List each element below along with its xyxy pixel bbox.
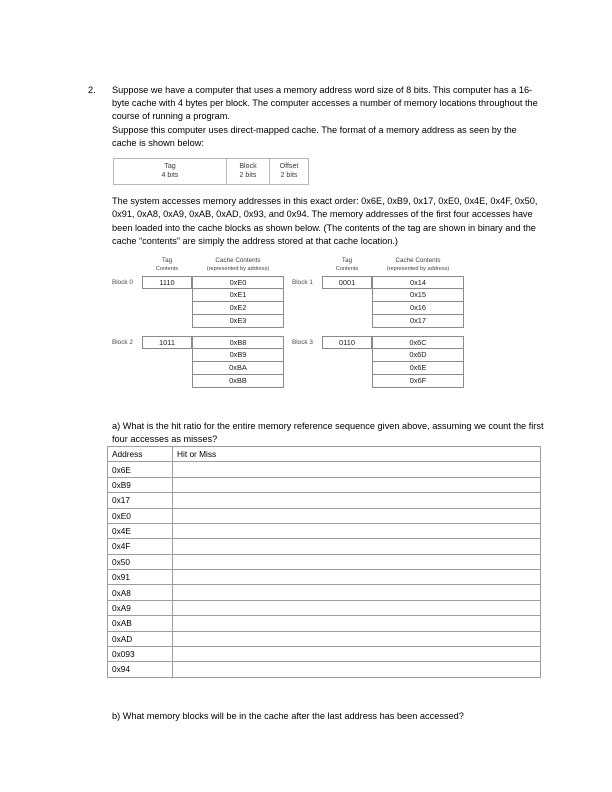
cache-block-3-diagram — [292, 336, 464, 388]
cache-block-1-diagram — [292, 256, 464, 328]
cache-block-2-content-2: 0xBA — [192, 362, 284, 375]
address-format-block-name: Block — [239, 162, 257, 170]
cell-hit-or-miss[interactable] — [173, 646, 541, 661]
cache-spacer — [112, 362, 142, 375]
cell-hit-or-miss[interactable] — [173, 631, 541, 646]
contents-header-line2: (represented by address) — [386, 266, 450, 273]
cell-hit-or-miss[interactable] — [173, 585, 541, 600]
cache-block-0-contents-header — [192, 256, 284, 275]
cache-block-1-content-0: 0x14 — [372, 276, 464, 289]
column-header-address: Address — [108, 447, 173, 462]
cache-row — [112, 302, 284, 315]
cache-row — [292, 289, 464, 302]
cell-address: 0xB9 — [108, 477, 173, 492]
cell-hit-or-miss[interactable] — [173, 616, 541, 631]
table-row — [108, 554, 541, 569]
cache-spacer — [322, 302, 372, 315]
cache-row — [112, 362, 284, 375]
cache-row — [112, 315, 284, 328]
cell-hit-or-miss[interactable] — [173, 539, 541, 554]
table-row — [108, 462, 541, 477]
cache-spacer — [292, 375, 322, 388]
cache-block-1-content-2: 0x16 — [372, 302, 464, 315]
cache-spacer — [112, 375, 142, 388]
cache-block-0-content-3: 0xE3 — [192, 315, 284, 328]
cell-hit-or-miss[interactable] — [173, 493, 541, 508]
table-row — [108, 631, 541, 646]
cell-hit-or-miss[interactable] — [173, 508, 541, 523]
cache-spacer — [112, 289, 142, 302]
cache-block-3-content-3: 0x6F — [372, 375, 464, 388]
table-row — [108, 662, 541, 677]
question-2-block — [88, 84, 543, 150]
question-b-text: b) What memory blocks will be in the cache after the last address has been accessed? — [112, 711, 464, 722]
cache-row — [292, 349, 464, 362]
cache-row — [292, 362, 464, 375]
cache-spacer — [142, 362, 192, 375]
address-format-offset-bits: 2 bits — [280, 171, 298, 180]
tag-header-line1: Tag — [341, 257, 353, 264]
tag-header-line2: Contents — [155, 266, 179, 273]
cache-block-3-rows — [292, 336, 464, 388]
cache-spacer — [322, 375, 372, 388]
address-format-tag-name: Tag — [164, 162, 176, 170]
intro-paragraph: Suppose we have a computer that uses a memory address word size of 8 bits. This computer has a 16-byte cache with 4 bytes per block. The computer accesses a number of memory locations throughout the course of running a program. — [112, 85, 538, 122]
cache-block-2-content-3: 0xBB — [192, 375, 284, 388]
cache-row — [292, 276, 464, 289]
cache-block-2-label: Block 2 — [112, 339, 133, 346]
table-row — [108, 600, 541, 615]
table-row — [108, 508, 541, 523]
table-row — [108, 539, 541, 554]
cell-address: 0xA8 — [108, 585, 173, 600]
cache-block-1-content-1: 0x15 — [372, 289, 464, 302]
address-format-field-offset — [270, 159, 309, 185]
cache-spacer — [322, 362, 372, 375]
cache-row — [112, 375, 284, 388]
address-format-offset-name: Offset — [279, 162, 299, 170]
cache-block-0-diagram — [112, 256, 284, 328]
table-row — [108, 477, 541, 492]
cache-block-3-tag-value: 0110 — [322, 336, 372, 349]
question-number: 2. — [88, 85, 96, 95]
cell-address: 0xA9 — [108, 600, 173, 615]
cache-row — [112, 349, 284, 362]
cache-block-1-content-3: 0x17 — [372, 315, 464, 328]
cell-address: 0x093 — [108, 646, 173, 661]
table-row — [108, 585, 541, 600]
cache-spacer — [112, 315, 142, 328]
cell-address: 0x6E — [108, 462, 173, 477]
cell-hit-or-miss[interactable] — [173, 600, 541, 615]
address-format-tag-bits: 4 bits — [161, 171, 179, 180]
cache-row — [292, 315, 464, 328]
cache-block-1-label: Block 1 — [292, 279, 313, 286]
cell-address: 0xAD — [108, 631, 173, 646]
cache-spacer — [322, 349, 372, 362]
sequence-paragraph: The system accesses memory addresses in this exact order: 0x6E, 0xB9, 0x17, 0xE0, 0x4E, 0x4F, 0x50, 0x91, 0xA8, 0xA9, 0xAB, 0xAD, 0x93, and 0x94. The memory addresses of the first four accesses have been loaded into the cache blocks as shown below. (The contents of the tag are shown in binary and the cache “contents” are simply the address stored at that cache location.) — [112, 196, 538, 246]
cache-spacer — [142, 315, 192, 328]
cache-spacer — [322, 315, 372, 328]
cache-spacer — [112, 302, 142, 315]
table-row — [108, 570, 541, 585]
tag-header-line1: Tag — [161, 257, 173, 264]
cache-row — [112, 289, 284, 302]
table-row — [108, 493, 541, 508]
cache-block-1-tag-header — [322, 256, 372, 275]
direct-mapped-paragraph: Suppose this computer uses direct-mapped cache. The format of a memory address as seen by the cache is shown below: — [112, 124, 517, 148]
cell-address: 0xE0 — [108, 508, 173, 523]
cell-address: 0x91 — [108, 570, 173, 585]
cell-hit-or-miss[interactable] — [173, 477, 541, 492]
cell-hit-or-miss[interactable] — [173, 462, 541, 477]
cache-block-1-rows — [292, 276, 464, 328]
cache-block-3-content-2: 0x6E — [372, 362, 464, 375]
cache-spacer — [292, 362, 322, 375]
table-header-row — [108, 447, 541, 462]
question-a-text: a) What is the hit ratio for the entire memory reference sequence given above, assuming we count the first four accesses as misses? — [112, 421, 544, 445]
cache-block-0-rows — [112, 276, 284, 328]
cache-row — [292, 302, 464, 315]
hit-or-miss-table — [107, 446, 541, 678]
contents-header-line2: (represented by address) — [206, 266, 270, 273]
cell-address: 0xAB — [108, 616, 173, 631]
cache-block-3-label: Block 3 — [292, 339, 313, 346]
cache-block-0-content-2: 0xE2 — [192, 302, 284, 315]
cache-spacer — [112, 349, 142, 362]
cache-block-1-contents-header — [372, 256, 464, 275]
column-header-hit-or-miss: Hit or Miss — [173, 447, 541, 462]
cache-block-2-diagram — [112, 336, 284, 388]
cache-spacer — [292, 349, 322, 362]
cache-spacer — [142, 349, 192, 362]
cache-block-3-content-1: 0x6D — [372, 349, 464, 362]
cell-address: 0x50 — [108, 554, 173, 569]
cache-block-2-rows — [112, 336, 284, 388]
cell-address: 0x17 — [108, 493, 173, 508]
cache-spacer — [292, 289, 322, 302]
cache-row — [112, 276, 284, 289]
table-row — [108, 646, 541, 661]
cache-spacer — [142, 302, 192, 315]
table-row — [108, 616, 541, 631]
cell-hit-or-miss[interactable] — [173, 523, 541, 538]
table-row — [108, 523, 541, 538]
cache-block-0-content-0: 0xE0 — [192, 276, 284, 289]
cache-row — [292, 375, 464, 388]
cache-spacer — [292, 315, 322, 328]
cache-spacer — [292, 302, 322, 315]
address-format-block-bits: 2 bits — [239, 171, 257, 180]
cache-row — [292, 336, 464, 349]
cache-block-3-content-0: 0x6C — [372, 336, 464, 349]
cell-address: 0x94 — [108, 662, 173, 677]
address-format-table — [113, 158, 309, 185]
cache-spacer — [322, 289, 372, 302]
contents-header-line1: Cache Contents — [215, 257, 261, 264]
cache-spacer — [142, 289, 192, 302]
cell-hit-or-miss[interactable] — [173, 554, 541, 569]
cache-block-2-tag-value: 1011 — [142, 336, 192, 349]
cache-block-0-tag-header — [142, 256, 192, 275]
cache-block-0-label: Block 0 — [112, 279, 133, 286]
cache-block-0-tag-value: 1110 — [142, 276, 192, 289]
address-format-field-block — [227, 159, 270, 185]
tag-header-line2: Contents — [335, 266, 359, 273]
address-format-row — [114, 159, 309, 185]
cache-block-2-content-0: 0xB8 — [192, 336, 284, 349]
cache-row — [112, 336, 284, 349]
cache-block-0-content-1: 0xE1 — [192, 289, 284, 302]
cache-spacer — [142, 375, 192, 388]
cache-block-0-headers — [112, 256, 284, 276]
cell-hit-or-miss[interactable] — [173, 570, 541, 585]
cell-address: 0x4E — [108, 523, 173, 538]
cache-block-1-tag-value: 0001 — [322, 276, 372, 289]
cache-block-2-content-1: 0xB9 — [192, 349, 284, 362]
cell-address: 0x4F — [108, 539, 173, 554]
cache-block-1-headers — [292, 256, 464, 276]
contents-header-line1: Cache Contents — [395, 257, 441, 264]
question-body — [112, 84, 543, 150]
address-format-field-tag — [114, 159, 227, 185]
cell-hit-or-miss[interactable] — [173, 662, 541, 677]
